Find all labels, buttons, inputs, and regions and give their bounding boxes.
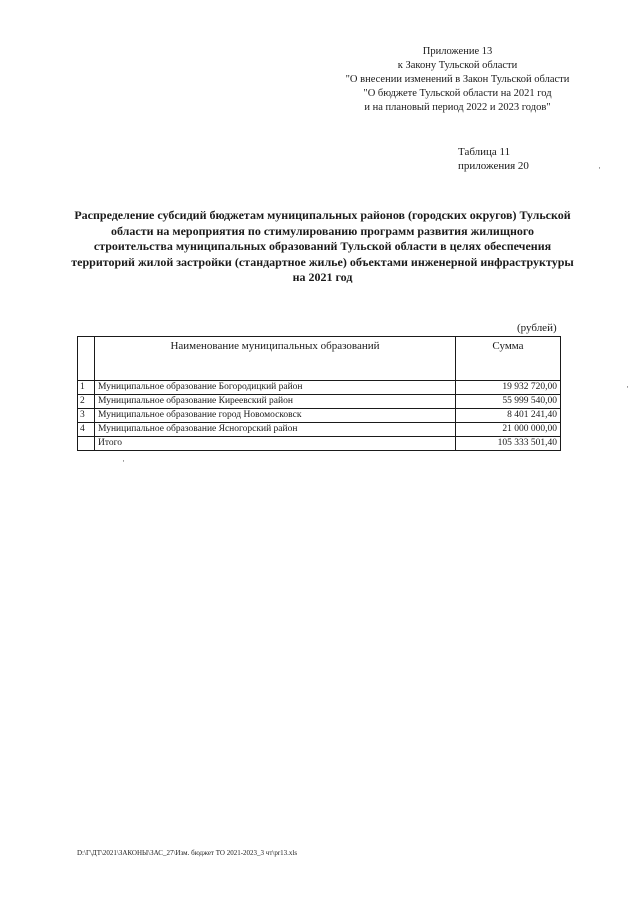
table-row [78, 381, 561, 395]
row-number: 2 [78, 395, 95, 409]
appendix-line-5: и на плановый период 2022 и 2023 годов" [364, 102, 551, 113]
table-header-row [78, 337, 561, 381]
table-row [78, 423, 561, 437]
appendix-line-3: "О внесении изменений в Закон Тульской области [345, 74, 570, 85]
table-total-row [78, 437, 561, 451]
appendix-line-4: "О бюджете Тульской области на 2021 год [363, 88, 552, 99]
scan-speck: · [122, 456, 125, 466]
document-title: Распределение субсидий бюджетам муниципальных районов (городских округов) Тульской области на мероприятия по стимулированию программ развития жилищного строительства муниципальных образований Тульской области в целях обеспечения территорий жилой застройки (стандартное жилье) объектами инженерной инфраструктуры на 2021 год [71, 208, 574, 284]
row-sum: 21 000 000,00 [456, 423, 561, 437]
subsidy-table [77, 336, 561, 451]
table-ref-line-2: приложения 20 [458, 160, 529, 172]
appendix-line-2: к Закону Тульской области [397, 60, 518, 71]
row-number: 4 [78, 423, 95, 437]
total-label: Итого [95, 437, 456, 451]
header-sum-cell: Сумма [456, 337, 561, 381]
table-ref-line-1: Таблица 11 [458, 146, 511, 158]
total-sum: 105 333 501,40 [456, 437, 561, 451]
row-name: Муниципальное образование Богородицкий район [95, 381, 456, 395]
table-reference [458, 145, 529, 173]
scan-speck: · [598, 163, 601, 173]
row-number: 3 [78, 409, 95, 423]
row-sum: 55 999 540,00 [456, 395, 561, 409]
table-row [78, 409, 561, 423]
header-num-cell [78, 337, 95, 381]
scan-speck: · [626, 382, 629, 392]
total-num-cell [78, 437, 95, 451]
units-label: (рублей) [517, 322, 557, 334]
appendix-line-1: Приложение 13 [422, 46, 493, 57]
row-name: Муниципальное образование Ясногорский район [95, 423, 456, 437]
table-row [78, 395, 561, 409]
row-number: 1 [78, 381, 95, 395]
file-path-footer: D:\Г\ДТ\2021\ЗАКОНЫ\ЗАС_27\Изм. бюджет ТО 2021-2023_3 чт\pr13.xls [77, 849, 298, 857]
appendix-header [330, 45, 585, 115]
row-name: Муниципальное образование город Новомосковск [95, 409, 456, 423]
header-name-cell: Наименование муниципальных образований [95, 337, 456, 381]
row-name: Муниципальное образование Киреевский район [95, 395, 456, 409]
row-sum: 19 932 720,00 [456, 381, 561, 395]
row-sum: 8 401 241,40 [456, 409, 561, 423]
